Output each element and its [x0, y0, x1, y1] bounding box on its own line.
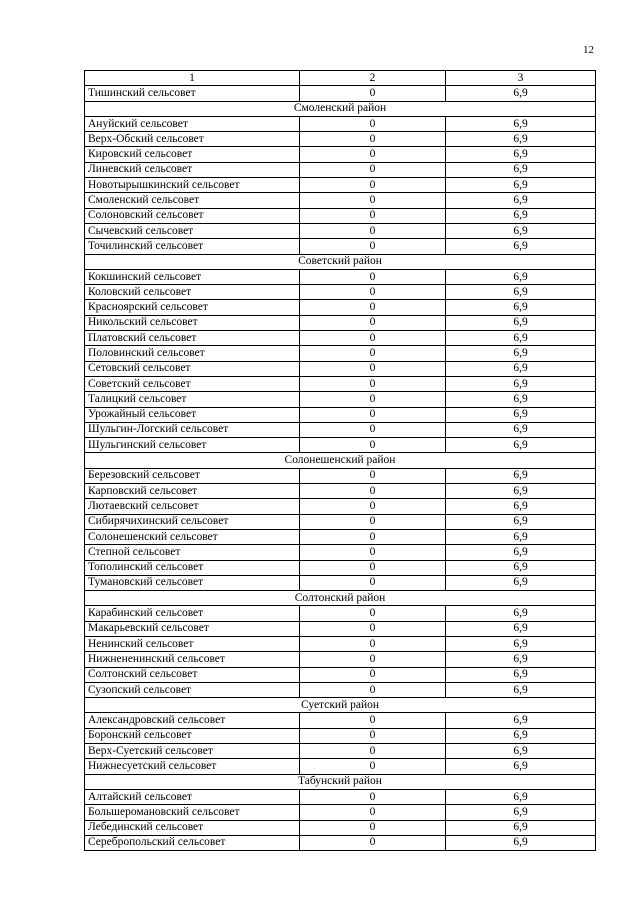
- column-3-value: 6,9: [446, 667, 596, 682]
- settlement-name: Макарьевский сельсовет: [85, 621, 300, 636]
- table-row: [85, 315, 596, 330]
- table-row: [85, 269, 596, 284]
- settlement-name: Коловский сельсовет: [85, 285, 300, 300]
- column-3-value: 6,9: [446, 835, 596, 850]
- settlement-name: Ануйский сельсовет: [85, 116, 300, 131]
- column-3-value: 6,9: [446, 438, 596, 453]
- table-row: [85, 132, 596, 147]
- column-2-value: 0: [300, 178, 446, 193]
- district-section-row: [85, 101, 596, 116]
- column-2-value: 0: [300, 223, 446, 238]
- column-2-value: 0: [300, 820, 446, 835]
- column-2-value: 0: [300, 315, 446, 330]
- column-3-value: 6,9: [446, 606, 596, 621]
- settlement-name: Солонешенский сельсовет: [85, 529, 300, 544]
- table-row: [85, 147, 596, 162]
- table-row: [85, 193, 596, 208]
- table-row: [85, 331, 596, 346]
- column-2-value: 0: [300, 667, 446, 682]
- settlement-name: Тополинский сельсовет: [85, 560, 300, 575]
- column-3-value: 6,9: [446, 239, 596, 254]
- table-row: [85, 820, 596, 835]
- table-row: [85, 835, 596, 850]
- column-2-value: 0: [300, 835, 446, 850]
- column-3-value: 6,9: [446, 86, 596, 101]
- column-2-value: 0: [300, 545, 446, 560]
- settlement-name: Урожайный сельсовет: [85, 407, 300, 422]
- column-3-value: 6,9: [446, 132, 596, 147]
- column-2-value: 0: [300, 208, 446, 223]
- district-title: Смоленский район: [85, 101, 596, 116]
- column-3-value: 6,9: [446, 621, 596, 636]
- column-3-value: 6,9: [446, 682, 596, 697]
- settlement-name: Кокшинский сельсовет: [85, 269, 300, 284]
- column-2-value: 0: [300, 162, 446, 177]
- column-3-value: 6,9: [446, 193, 596, 208]
- column-3-value: 6,9: [446, 361, 596, 376]
- settlement-name: Солоновский сельсовет: [85, 208, 300, 223]
- header-cell-3: 3: [446, 71, 596, 86]
- settlement-name: Лютаевский сельсовет: [85, 499, 300, 514]
- settlement-name: Большеромановский сельсовет: [85, 805, 300, 820]
- column-2-value: 0: [300, 468, 446, 483]
- column-2-value: 0: [300, 422, 446, 437]
- column-2-value: 0: [300, 789, 446, 804]
- settlement-name: Солтонский сельсовет: [85, 667, 300, 682]
- column-3-value: 6,9: [446, 529, 596, 544]
- column-2-value: 0: [300, 621, 446, 636]
- table-row: [85, 560, 596, 575]
- page-number: 12: [583, 44, 594, 56]
- table-row: [85, 713, 596, 728]
- settlement-name: Ненинский сельсовет: [85, 636, 300, 651]
- district-title: Солонешенский район: [85, 453, 596, 468]
- column-2-value: 0: [300, 147, 446, 162]
- table-row: [85, 162, 596, 177]
- settlement-name: Степной сельсовет: [85, 545, 300, 560]
- column-2-value: 0: [300, 529, 446, 544]
- column-2-value: 0: [300, 652, 446, 667]
- district-section-row: [85, 698, 596, 713]
- column-2-value: 0: [300, 499, 446, 514]
- column-2-value: 0: [300, 514, 446, 529]
- column-3-value: 6,9: [446, 116, 596, 131]
- settlement-name: Карповский сельсовет: [85, 484, 300, 499]
- table-row: [85, 499, 596, 514]
- column-3-value: 6,9: [446, 392, 596, 407]
- table-row: [85, 682, 596, 697]
- district-section-row: [85, 591, 596, 606]
- table-row: [85, 300, 596, 315]
- column-3-value: 6,9: [446, 499, 596, 514]
- table-row: [85, 636, 596, 651]
- column-3-value: 6,9: [446, 652, 596, 667]
- column-3-value: 6,9: [446, 407, 596, 422]
- table-row: [85, 392, 596, 407]
- settlement-name: Талицкий сельсовет: [85, 392, 300, 407]
- table-body: [85, 71, 596, 851]
- column-3-value: 6,9: [446, 759, 596, 774]
- settlement-name: Серебропольский сельсовет: [85, 835, 300, 850]
- table-row: [85, 545, 596, 560]
- settlement-name: Шульгинский сельсовет: [85, 438, 300, 453]
- column-3-value: 6,9: [446, 575, 596, 590]
- settlement-name: Березовский сельсовет: [85, 468, 300, 483]
- table-row: [85, 514, 596, 529]
- settlement-name: Сибирячихинский сельсовет: [85, 514, 300, 529]
- column-3-value: 6,9: [446, 545, 596, 560]
- table-row: [85, 468, 596, 483]
- table-row: [85, 529, 596, 544]
- table-row: [85, 407, 596, 422]
- table-row: [85, 759, 596, 774]
- settlement-name: Боронский сельсовет: [85, 728, 300, 743]
- column-2-value: 0: [300, 132, 446, 147]
- column-3-value: 6,9: [446, 636, 596, 651]
- column-2-value: 0: [300, 239, 446, 254]
- column-3-value: 6,9: [446, 147, 596, 162]
- column-3-value: 6,9: [446, 728, 596, 743]
- column-2-value: 0: [300, 484, 446, 499]
- settlement-name: Линевский сельсовет: [85, 162, 300, 177]
- table-row: [85, 223, 596, 238]
- column-2-value: 0: [300, 560, 446, 575]
- column-3-value: 6,9: [446, 744, 596, 759]
- district-title: Солтонский район: [85, 591, 596, 606]
- column-3-value: 6,9: [446, 269, 596, 284]
- column-3-value: 6,9: [446, 468, 596, 483]
- table-row: [85, 116, 596, 131]
- table-row: [85, 346, 596, 361]
- settlement-name: Александровский сельсовет: [85, 713, 300, 728]
- column-2-value: 0: [300, 116, 446, 131]
- column-2-value: 0: [300, 438, 446, 453]
- district-title: Суетский район: [85, 698, 596, 713]
- table-row: [85, 178, 596, 193]
- column-3-value: 6,9: [446, 315, 596, 330]
- table-row: [85, 789, 596, 804]
- table-row: [85, 285, 596, 300]
- data-table: [84, 70, 596, 851]
- district-title: Табунский район: [85, 774, 596, 789]
- settlement-name: Нижнененинский сельсовет: [85, 652, 300, 667]
- column-3-value: 6,9: [446, 346, 596, 361]
- column-2-value: 0: [300, 744, 446, 759]
- table-row: [85, 208, 596, 223]
- column-2-value: 0: [300, 361, 446, 376]
- table-row: [85, 728, 596, 743]
- column-2-value: 0: [300, 331, 446, 346]
- settlement-name: Лебединский сельсовет: [85, 820, 300, 835]
- column-3-value: 6,9: [446, 285, 596, 300]
- header-cell-1: 1: [85, 71, 300, 86]
- column-2-value: 0: [300, 575, 446, 590]
- settlement-name: Тумановский сельсовет: [85, 575, 300, 590]
- table-row: [85, 606, 596, 621]
- settlement-name: Шульгин-Логский сельсовет: [85, 422, 300, 437]
- table-row: [85, 621, 596, 636]
- column-2-value: 0: [300, 713, 446, 728]
- settlement-name: Сузопский сельсовет: [85, 682, 300, 697]
- settlement-name: Красноярский сельсовет: [85, 300, 300, 315]
- column-3-value: 6,9: [446, 223, 596, 238]
- column-2-value: 0: [300, 606, 446, 621]
- column-3-value: 6,9: [446, 820, 596, 835]
- column-2-value: 0: [300, 805, 446, 820]
- district-title: Советский район: [85, 254, 596, 269]
- table-row: [85, 376, 596, 391]
- settlement-name: Алтайский сельсовет: [85, 789, 300, 804]
- settlement-name: Новотырышкинский сельсовет: [85, 178, 300, 193]
- district-section-row: [85, 254, 596, 269]
- column-2-value: 0: [300, 392, 446, 407]
- column-3-value: 6,9: [446, 300, 596, 315]
- table-row: [85, 422, 596, 437]
- table-row: [85, 667, 596, 682]
- settlement-name: Сычевский сельсовет: [85, 223, 300, 238]
- table-row: [85, 438, 596, 453]
- column-2-value: 0: [300, 407, 446, 422]
- column-2-value: 0: [300, 269, 446, 284]
- column-3-value: 6,9: [446, 422, 596, 437]
- settlement-name: Верх-Обский сельсовет: [85, 132, 300, 147]
- settlement-name: Карабинский сельсовет: [85, 606, 300, 621]
- column-3-value: 6,9: [446, 789, 596, 804]
- table-row: [85, 805, 596, 820]
- table-row: [85, 744, 596, 759]
- column-3-value: 6,9: [446, 208, 596, 223]
- table-row: [85, 361, 596, 376]
- column-3-value: 6,9: [446, 713, 596, 728]
- column-3-value: 6,9: [446, 805, 596, 820]
- table-row: [85, 239, 596, 254]
- settlement-name: Сетовский сельсовет: [85, 361, 300, 376]
- column-2-value: 0: [300, 376, 446, 391]
- settlement-name: Тишинский сельсовет: [85, 86, 300, 101]
- column-2-value: 0: [300, 728, 446, 743]
- table-row: [85, 86, 596, 101]
- settlement-name: Никольский сельсовет: [85, 315, 300, 330]
- table-row: [85, 484, 596, 499]
- column-3-value: 6,9: [446, 560, 596, 575]
- settlement-name: Половинский сельсовет: [85, 346, 300, 361]
- settlement-name: Советский сельсовет: [85, 376, 300, 391]
- column-3-value: 6,9: [446, 376, 596, 391]
- district-section-row: [85, 774, 596, 789]
- column-2-value: 0: [300, 285, 446, 300]
- table-header-row: [85, 71, 596, 86]
- table-row: [85, 575, 596, 590]
- settlement-name: Нижнесуетский сельсовет: [85, 759, 300, 774]
- settlement-name: Смоленский сельсовет: [85, 193, 300, 208]
- column-3-value: 6,9: [446, 162, 596, 177]
- column-2-value: 0: [300, 759, 446, 774]
- column-3-value: 6,9: [446, 178, 596, 193]
- column-3-value: 6,9: [446, 331, 596, 346]
- column-3-value: 6,9: [446, 484, 596, 499]
- settlement-name: Платовский сельсовет: [85, 331, 300, 346]
- column-3-value: 6,9: [446, 514, 596, 529]
- column-2-value: 0: [300, 636, 446, 651]
- column-2-value: 0: [300, 682, 446, 697]
- table-row: [85, 652, 596, 667]
- district-section-row: [85, 453, 596, 468]
- settlement-name: Кировский сельсовет: [85, 147, 300, 162]
- settlement-name: Точилинский сельсовет: [85, 239, 300, 254]
- column-2-value: 0: [300, 86, 446, 101]
- column-2-value: 0: [300, 300, 446, 315]
- column-2-value: 0: [300, 346, 446, 361]
- column-2-value: 0: [300, 193, 446, 208]
- settlement-name: Верх-Суетский сельсовет: [85, 744, 300, 759]
- header-cell-2: 2: [300, 71, 446, 86]
